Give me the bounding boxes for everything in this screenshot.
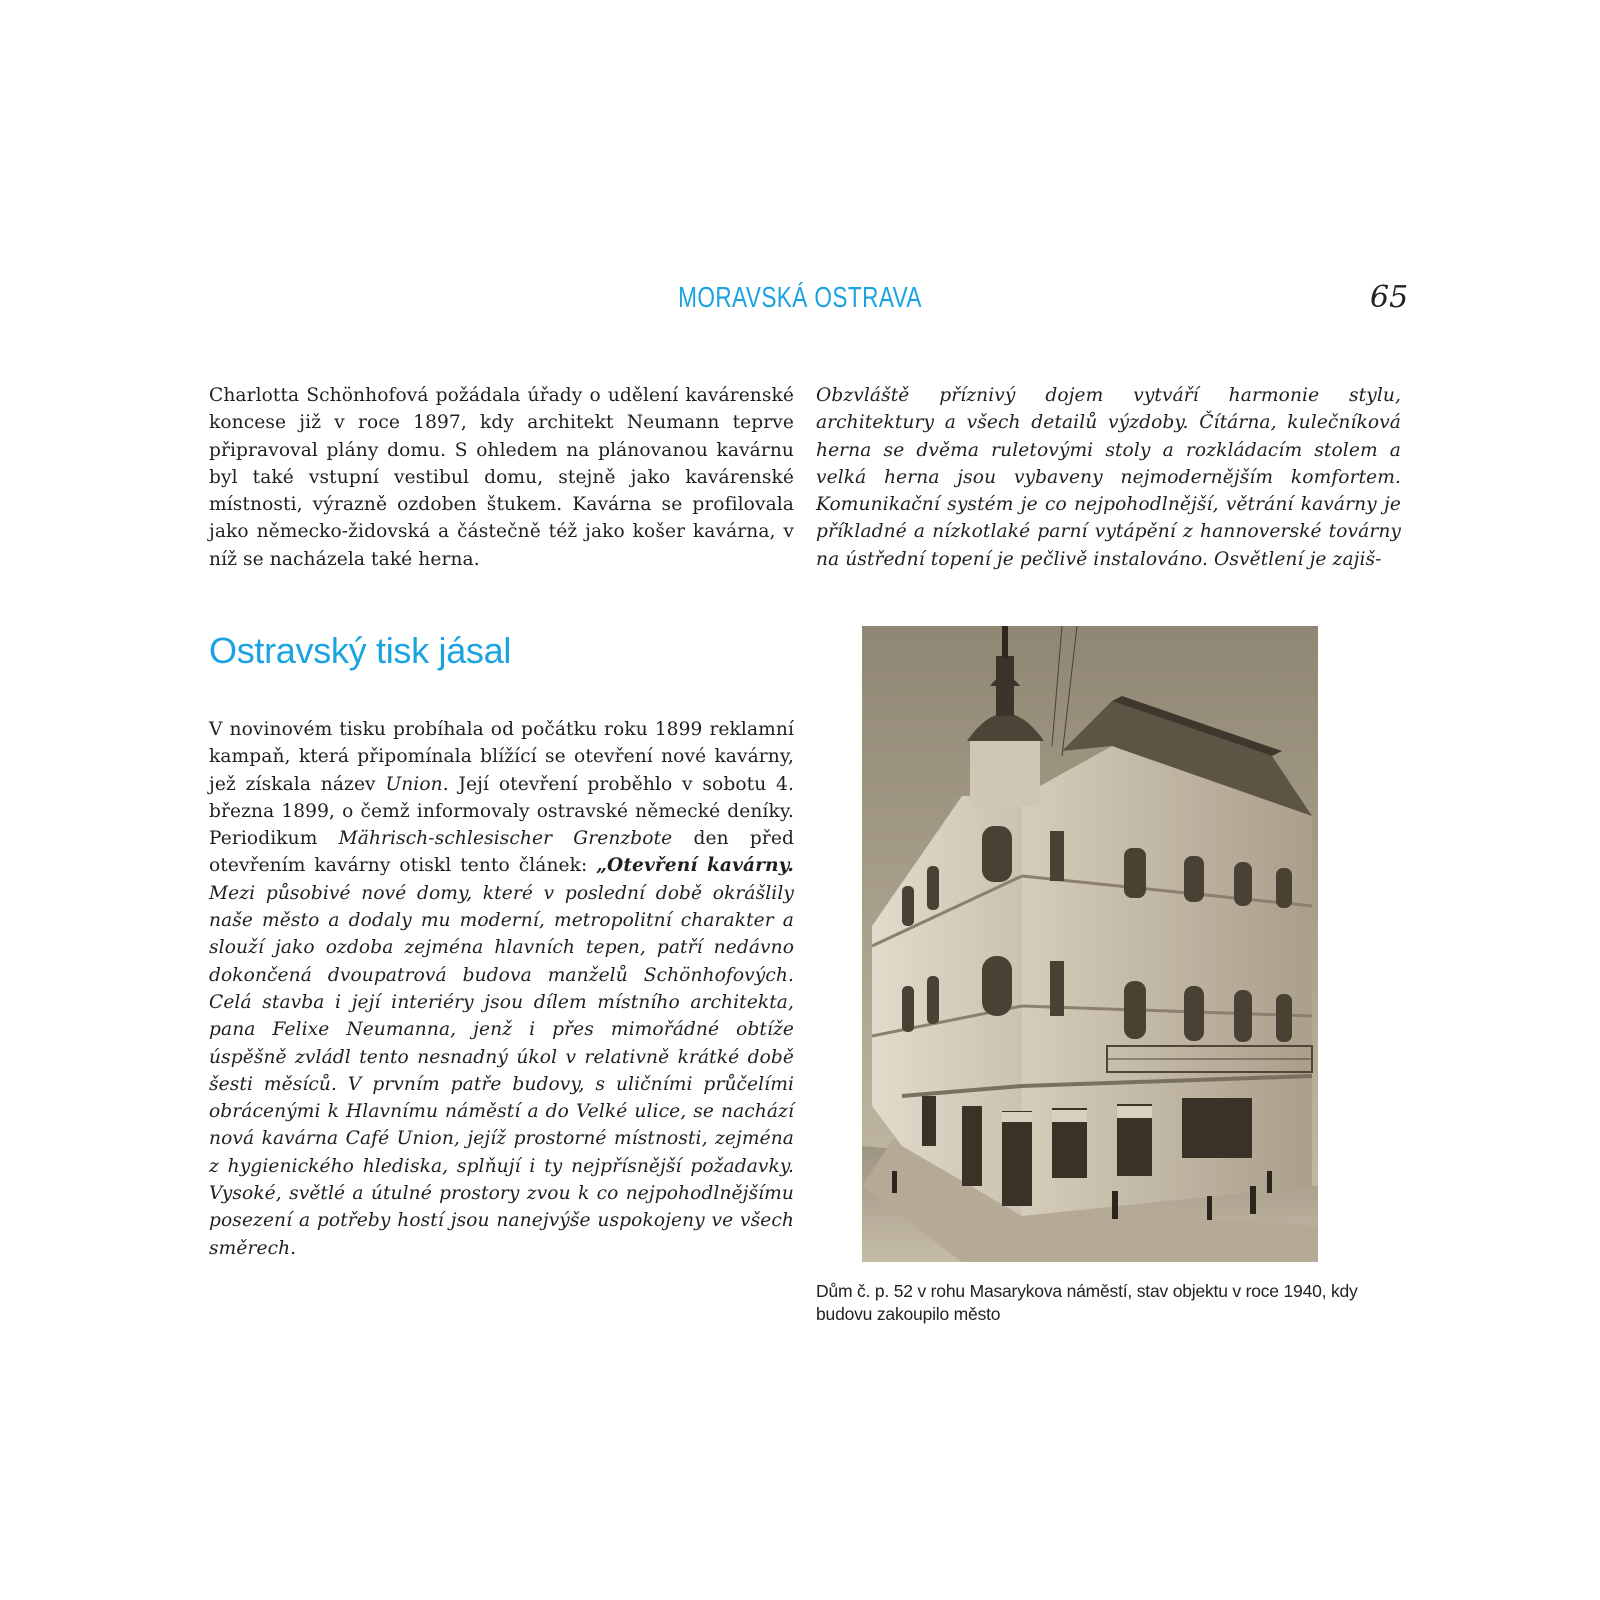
intro-paragraph: Charlotta Schönhofová požádala úřady o udělení kavárenské koncese již v roce 1897, kdy architekt Neumann teprve připravoval plány domu. S ohledem na plánovanou kavárnu byl také vstupní vestibul domu, stejně jako kavárenské místnosti, výrazně ozdoben štukem. Kavárna se profilovala jako německo-židovská a částečně též jako košer kavárna, v níž se nacházela také herna. [209, 385, 794, 570]
intro-right-column [816, 382, 1401, 573]
building-photo [862, 626, 1318, 1262]
section-paragraph [209, 716, 794, 1262]
text-run: V novinovém tisku probíhala od počátku roku 1899 reklamní kampaň, která připomínala blížící se otevření nové kavárny, jež získala název [209, 719, 794, 795]
building-photo-illustration [862, 626, 1318, 1262]
running-title: MORAVSKÁ OSTRAVA [678, 282, 922, 314]
text-run: . Její otevření proběhlo v sobotu 4. března 1899, o čemž informovaly ostravské německé deníky. Periodikum [209, 773, 794, 850]
article-title: „Otevření kavárny. [596, 855, 794, 877]
photo-caption: Dům č. p. 52 v rohu Masarykova náměstí, stav objektu v roce 1940, kdy budovu zakoupilo město [816, 1281, 1358, 1324]
intro-left-column [209, 382, 794, 573]
text-run: den před otevřením kavárny otiskl tento článek: [209, 828, 794, 877]
page-number: 65 [1370, 280, 1409, 315]
quote-continuation-paragraph: Obzvláště příznivý dojem vytváří harmonie stylu, architektury a všech detailů výzdoby. Čítárna, kulečníková herna se dvěma ruletovými stoly a rozkládacím stolem a velká herna jsou vybaveny nejmodernějším komfortem. Komunikační systém je co nejpohodlnější, větrání kavárny je příkladné a nízkotlaké parní vytápění z hannoverské továrny na ústřední topení je pečlivě instalováno. Osvětlení je zajiš- [816, 385, 1401, 570]
cafe-name: Union [385, 773, 443, 795]
article-quote: Mezi působivé nové domy, které v poslední době okrášlily naše město a dodaly mu moderní, metropolitní charakter a slouží jako ozdoba zejména hlavních tepen, patří nedávno dokončená dvoupatrová budova manželů Schönhofových. Celá stavba i její interiéry jsou dílem místního architekta, pana Felixe Neumanna, jenž i přes mimořádné obtíže úspěšně zvládl tento nesnadný úkol v relativně krátké době šesti měsíců. V prvním patře budovy, s uličními průčelími obrácenými k Hlavnímu náměstí a do Velké ulice, se nachází nová kavárna Café Union, jejíž prostorné místnosti, zejména z hygienického hlediska, splňují i ty nejpřísnější požadavky. Vysoké, světlé a útulné prostory zvou k co nejpohodlnějšímu posezení a potřeby hostí jsou nanejvýše uspokojeny ve všech směrech. [209, 882, 794, 1259]
section-body-column [209, 716, 794, 1262]
section-heading: Ostravský tisk jásal [209, 630, 512, 671]
newspaper-name: Mährisch-schlesischer Grenzbote [338, 828, 673, 850]
